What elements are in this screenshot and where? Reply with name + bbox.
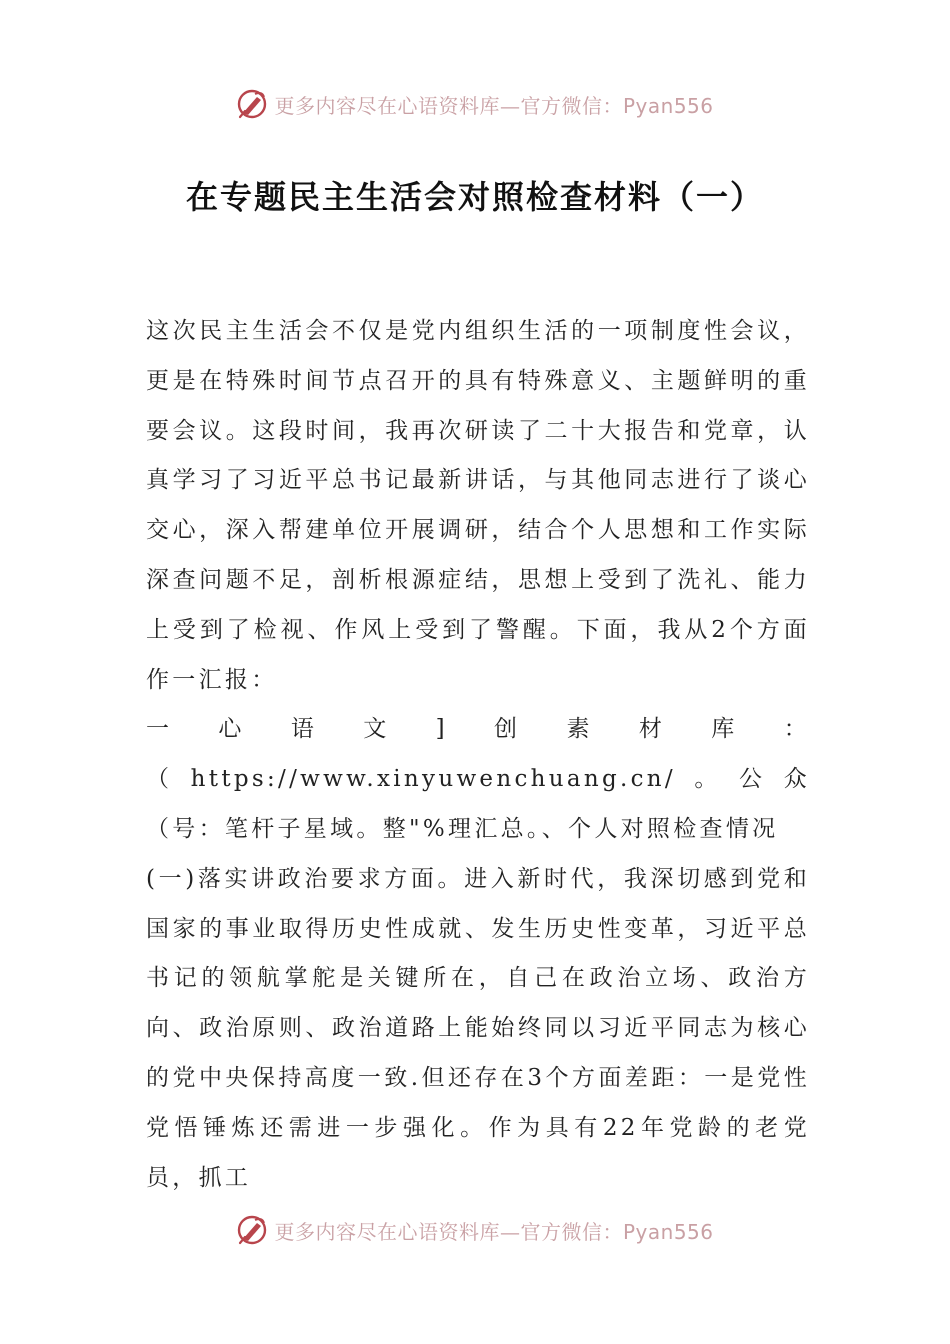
document-title: 在专题民主生活会对照检查材料（一）: [185, 178, 764, 216]
footer-banner: [0, 1210, 950, 1250]
paragraph-intro: 这次民主生活会不仅是党内组织生活的一项制度性会议，更是在特殊时间节点召开的具有特殊意义、主题鲜明的重要会议。这段时间，我再次研读了二十大报告和党章，认真学习了习近平总书记最新讲话，与其他同志进行了谈心交心，深入帮建单位开展调研，结合个人思想和工作实际深查问题不足，剖析根源症结，思想上受到了洗礼、能力上受到了检视、作风上受到了警醒。下面，我从2个方面作一汇报：: [146, 318, 810, 693]
paragraph-section-1: (一)落实讲政治要求方面。进入新时代，我深切感到党和国家的事业取得历史性成就、发生历史性变革，习近平总书记的领航掌舵是关键所在，自己在政治立场、政治方向、政治原则、政治道路上能始终同以习近平同志为核心的党中央保持高度一致.但还存在3个方面差距：一是党性党悟锤炼还需进一步强化。作为具有22年党龄的老党员，抓工: [146, 865, 810, 1191]
header-banner-text: 更多内容尽在心语资料库—官方微信：Pyan556: [274, 93, 714, 118]
header-banner: [0, 84, 950, 124]
header-wechat-id: Pyan556: [622, 93, 714, 118]
document-body: [146, 307, 810, 1203]
footer-banner-text: 更多内容尽在心语资料库—官方微信：Pyan556: [274, 1219, 714, 1244]
footer-wechat-id: Pyan556: [622, 1219, 714, 1244]
pen-logo-icon: [236, 1214, 268, 1246]
paragraph-watermark-line: 一心语文]创素材库：（https://www.xinyuwenchuang.cn/。公众（号：笔杆子星域。整"%理汇总。、个人对照检查情况: [146, 716, 810, 842]
pen-logo-icon: [236, 88, 268, 120]
